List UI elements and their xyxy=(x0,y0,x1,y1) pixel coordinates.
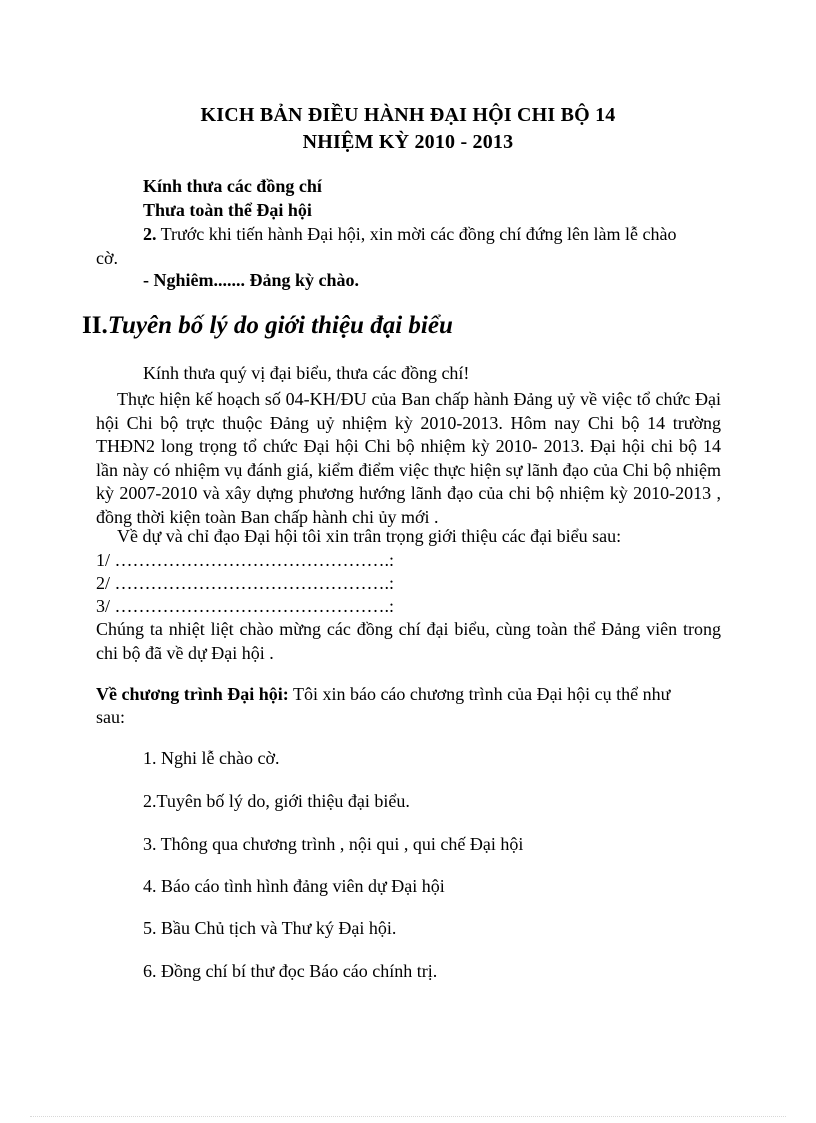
section-title: Tuyên bố lý do giới thiệu đại biểu xyxy=(107,312,453,339)
delegate-line: 1/ ……………………………………….: xyxy=(96,550,395,570)
section-number: II. xyxy=(82,312,108,339)
agenda-item: 6. Đồng chí bí thư đọc Báo cáo chính trị. xyxy=(143,961,438,981)
salute-command: - Nghiêm....... Đảng kỳ chào. xyxy=(143,270,360,290)
program-text: Tôi xin báo cáo chương trình của Đại hội cụ thể như xyxy=(288,684,671,704)
agenda-item: 2.Tuyên bố lý do, giới thiệu đại biểu. xyxy=(143,791,410,811)
address-line: Kính thưa quý vị đại biểu, thưa các đồng chí! xyxy=(143,363,470,383)
item-2-continuation: cờ. xyxy=(96,248,119,268)
item-2-paragraph xyxy=(143,224,676,245)
document-title-line-1: KICH BẢN ĐIỀU HÀNH ĐẠI HỘI CHI BỘ 14 xyxy=(200,104,616,126)
document-title-line-2: NHIỆM KỲ 2010 - 2013 xyxy=(302,131,514,153)
welcome-paragraph: Chúng ta nhiệt liệt chào mừng các đồng chí đại biểu, cùng toàn thể Đảng viên trong chi bộ đã về dự Đại hội . xyxy=(96,619,721,663)
page-bottom-rule xyxy=(30,1116,786,1117)
section-heading xyxy=(82,312,453,340)
delegate-line: 3/ ……………………………………….: xyxy=(96,596,395,616)
program-intro xyxy=(96,684,670,705)
greeting-congress: Thưa toàn thể Đại hội xyxy=(143,200,312,220)
opening-paragraph: Thực hiện kế hoạch số 04-KH/ĐU của Ban chấp hành Đảng uỷ về việc tổ chức Đại hội Chi bộ trực thuộc Đảng uỷ nhiệm kỳ 2010-2013. Hôm nay Chi bộ 14 trường THĐN2 long trọng tổ chức Đại hội Chi bộ nhiệm kỳ 2010- 2013. Đại hội chi bộ 14 lần này có nhiệm vụ đánh giá, kiểm điểm việc thực hiện sự lãnh đạo của Chi bộ nhiệm kỳ 2007-2010 và xây dựng phương hướng lãnh đạo của chi bộ nhiệm kỳ 2010-2013 , đồng thời kiện toàn Ban chấp hành chi ủy mới . xyxy=(96,389,721,527)
item-2-number: 2. xyxy=(143,224,157,244)
agenda-item: 1. Nghi lễ chào cờ. xyxy=(143,748,280,768)
program-label: Về chương trình Đại hội: xyxy=(96,684,289,704)
item-2-text: Trước khi tiến hành Đại hội, xin mời các đồng chí đứng lên làm lễ chào xyxy=(156,224,677,244)
delegate-line: 2/ ……………………………………….: xyxy=(96,573,395,593)
agenda-item: 5. Bầu Chủ tịch và Thư ký Đại hội. xyxy=(143,918,397,938)
delegates-intro: Về dự và chỉ đạo Đại hội tôi xin trân trọng giới thiệu các đại biểu sau: xyxy=(117,526,622,546)
program-continuation: sau: xyxy=(96,707,125,727)
agenda-item: 3. Thông qua chương trình , nội qui , qui chế Đại hội xyxy=(143,834,524,854)
agenda-item: 4. Báo cáo tình hình đảng viên dự Đại hội xyxy=(143,876,445,896)
greeting-comrades: Kính thưa các đồng chí xyxy=(143,176,322,196)
